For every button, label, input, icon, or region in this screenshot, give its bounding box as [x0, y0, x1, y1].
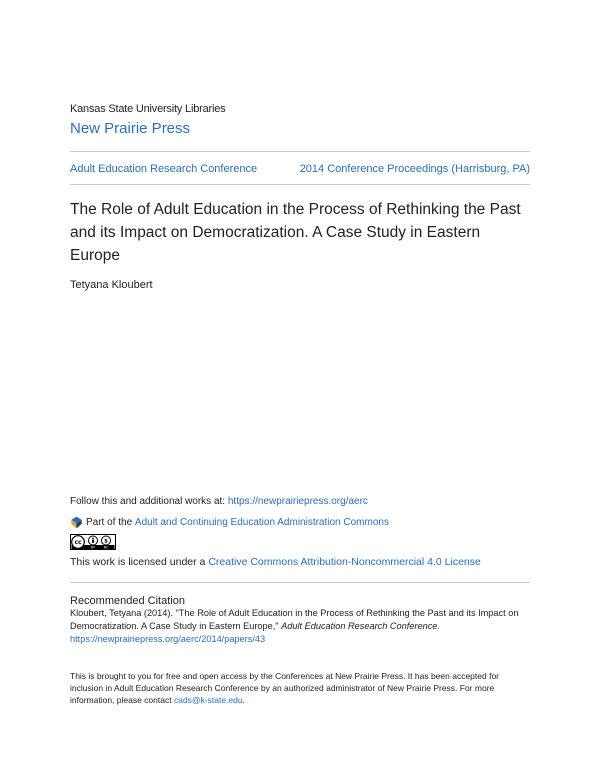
citation-journal: Adult Education Research Conference. — [281, 621, 440, 631]
license-link[interactable]: Creative Commons Attribution-Noncommercial 4.0 License — [208, 556, 481, 568]
access-notice — [70, 670, 530, 706]
follow-line — [70, 496, 368, 507]
license-line — [70, 556, 481, 568]
citation-body — [70, 607, 530, 646]
nc-mark: NC — [103, 545, 109, 550]
cc-mark: cc — [74, 539, 82, 546]
part-of-line — [70, 516, 389, 529]
conference-link[interactable]: Adult Education Research Conference — [70, 163, 258, 175]
access-notice-text: This is brought to you for free and open access by the Conferences at New Prairie Press. It has been accepted for inclusion in Adult Education Research Conference by an authorized administrator of New Prairie Press. For more information, please contact — [70, 671, 500, 705]
article-title: The Role of Adult Education in the Process of Rethinking the Past and its Impact on Democratization. A Case Study in Eastern Europe — [70, 201, 521, 264]
commons-link[interactable]: Adult and Continuing Education Administration Commons — [134, 517, 389, 528]
proceedings-link[interactable]: 2014 Conference Proceedings (Harrisburg, PA) — [299, 163, 530, 175]
divider — [70, 184, 530, 185]
contact-email-link[interactable]: cads@k-state.edu — [173, 695, 243, 705]
cc-license-badge-icon[interactable] — [70, 534, 116, 550]
article-author: Tetyana Kloubert — [70, 279, 153, 291]
commons-logo-icon — [70, 516, 83, 529]
divider — [70, 151, 530, 152]
library-name: Kansas State University Libraries — [70, 103, 226, 115]
divider — [70, 582, 530, 583]
part-of-prefix: Part of the — [86, 517, 133, 528]
citation-heading: Recommended Citation — [70, 595, 185, 607]
follow-prefix: Follow this and additional works at: — [70, 496, 226, 507]
svg-text:$: $ — [104, 538, 108, 545]
by-mark: BY — [91, 545, 95, 550]
citation-url-link[interactable]: https://newprairiepress.org/aerc/2014/papers/43 — [70, 634, 266, 644]
citation-text: Kloubert, Tetyana (2014). "The Role of Adult Education in the Process of Rethinking the Past and its Impact on Democratization. A Case Study in Eastern Europe," — [70, 608, 519, 631]
press-link[interactable]: New Prairie Press — [70, 120, 191, 137]
follow-url-link[interactable]: https://newprairiepress.org/aerc — [227, 496, 368, 507]
access-notice-end: . — [242, 695, 245, 705]
license-prefix: This work is licensed under a — [70, 556, 206, 568]
